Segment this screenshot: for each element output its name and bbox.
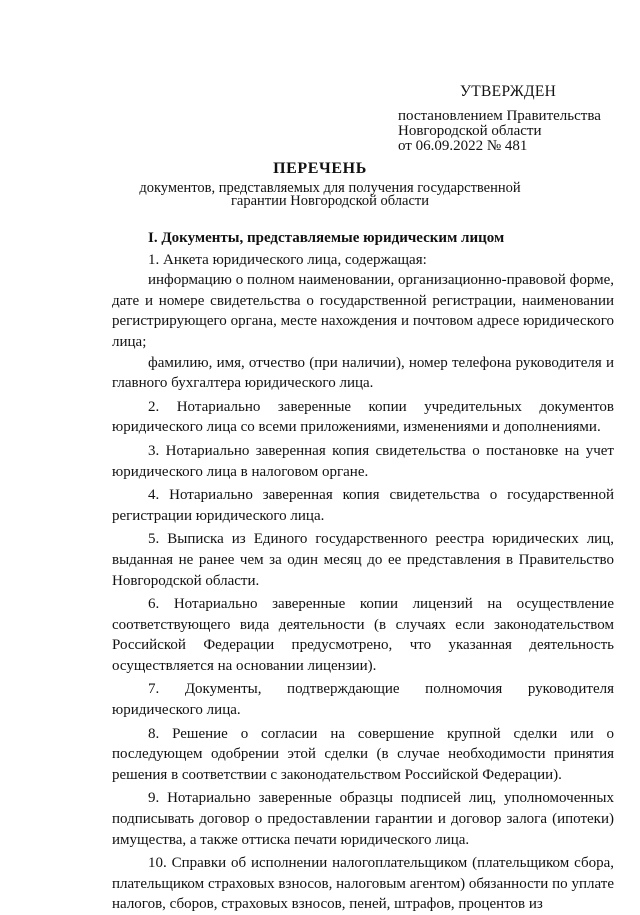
document-title: ПЕРЕЧЕНЬ <box>273 160 367 177</box>
list-item: 2. Нотариально заверенные копии учредительных документов юридического лица со всеми приложениями, изменениями и дополнениями. <box>112 398 614 436</box>
list-item: 8. Решение о согласии на совершение крупной сделки или о последующем одобрении этой сделки (в случае необходимости принятия решения в соответствии с законодательством Российской Федерации). <box>112 725 614 783</box>
list-item: 1. Анкета юридического лица, содержащая: <box>148 251 427 268</box>
document-body <box>112 228 614 915</box>
list-item: 4. Нотариально заверенная копия свидетельства о государственной регистрации юридического лица. <box>112 487 614 524</box>
approval-line: постановлением Правительства <box>398 108 601 124</box>
list-item: 10. Справки об исполнении налогоплательщиком (плательщиком сбора, плательщиком страховых взносов, налоговым агентом) обязанности по уплате налогов, сборов, страховых взносов, пеней, штрафов, процентов из <box>112 855 614 913</box>
list-item: 3. Нотариально заверенная копия свидетельства о постановке на учет юридического лица в налоговом органе. <box>112 442 614 480</box>
section-heading: I. Документы, представляемые юридическим лицом <box>148 230 505 246</box>
approval-block <box>398 84 601 154</box>
list-item: 5. Выписка из Единого государственного реестра юридических лиц, выданная не ранее чем за один месяц до ее представления в Правительство Новгородской области. <box>112 531 614 589</box>
document-subtitle: документов, представляемых для получения государственной гарантии Новгородской области <box>139 180 521 209</box>
list-item: 6. Нотариально заверенные копии лицензий на осуществление соответствующего вида деятельности (в случаях если законодательством Российской Федерации предусмотрено, что указанная деятельность осуществляется на основании лицензии). <box>112 596 614 674</box>
approval-line: от 06.09.2022 № 481 <box>398 138 528 154</box>
list-item: фамилию, имя, отчество (при наличии), номер телефона руководителя и главного бухгалтера юридического лица. <box>112 354 614 392</box>
list-item: 7. Документы, подтверждающие полномочия руководителя юридического лица. <box>112 681 614 719</box>
list-item: 9. Нотариально заверенные образцы подписей лиц, уполномоченных подписывать договор о предоставлении гарантии и договор залога (ипотеки) имущества, а также оттиска печати юридического лица. <box>112 790 614 848</box>
list-item: информацию о полном наименовании, организационно-правовой форме, дате и номере свидетельства о государственной регистрации, наименовании регистрирующего органа, месте нахождения и почтовом адресе юридического лица; <box>112 272 614 350</box>
approval-line: Новгородской области <box>398 123 542 139</box>
approval-heading: УТВЕРЖДЕН <box>460 83 557 100</box>
